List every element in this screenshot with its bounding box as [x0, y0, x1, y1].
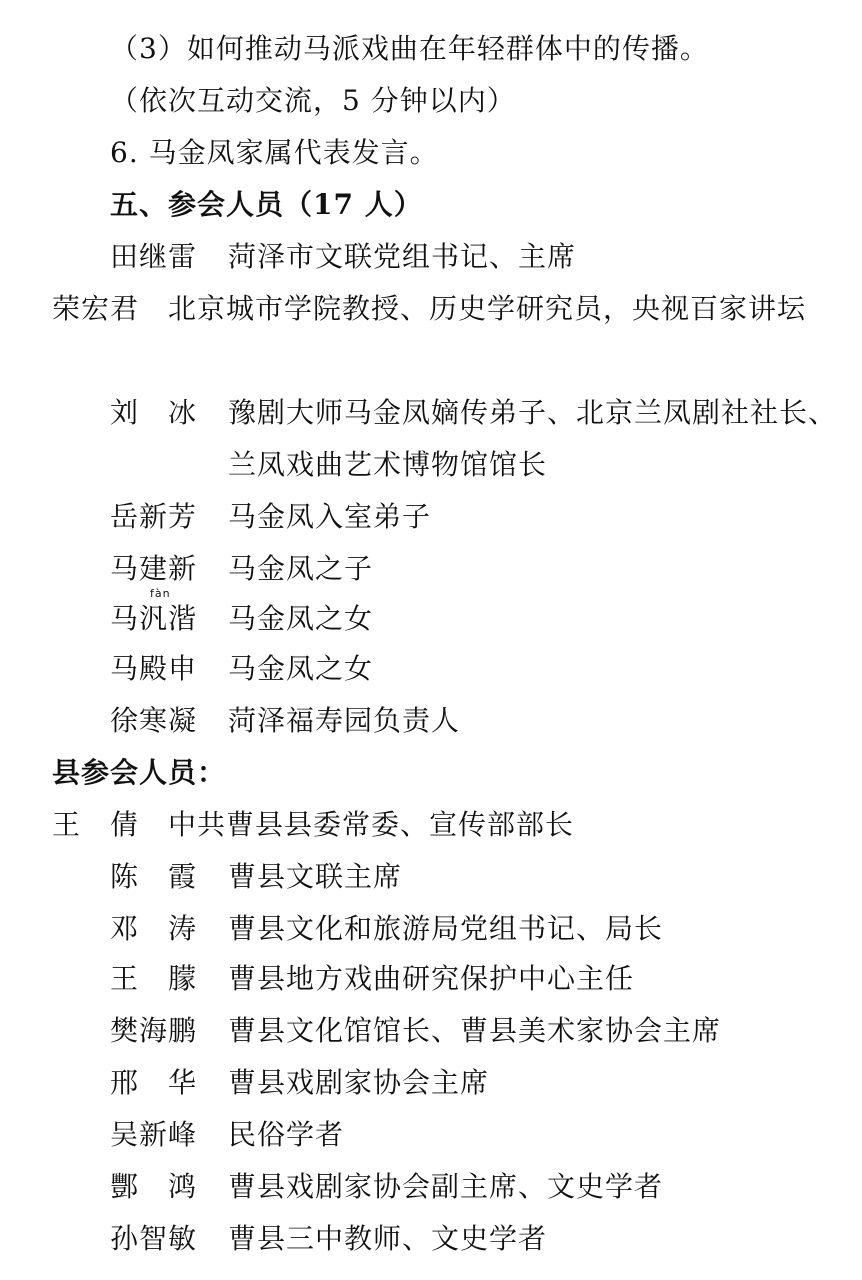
- participant-role: 马金凤之女: [228, 652, 374, 685]
- county-member-role: 曹县文化馆馆长、曹县美术家协会主席: [228, 1014, 722, 1047]
- agenda-note: （依次互动交流，5 分钟以内）: [110, 84, 516, 117]
- participant-role: 北京城市学院教授、历史学研究员，央视百家讲坛: [168, 292, 807, 325]
- pinyin-annotation: fàn: [150, 587, 171, 600]
- participant-name: 马汎湝: [110, 602, 198, 635]
- county-member-name: 酆 鸿: [110, 1170, 198, 1203]
- participant-name: 马殿申: [110, 652, 198, 685]
- participant-role: 马金凤入室弟子: [228, 500, 432, 533]
- section-heading-participants: 五、参会人员（17 人）: [110, 188, 423, 221]
- county-member-name: 吴新峰: [110, 1118, 198, 1151]
- section-heading-county: 县参会人员：: [52, 756, 227, 789]
- participant-name: 田继雷: [110, 240, 198, 273]
- county-member-role: 民俗学者: [228, 1118, 345, 1151]
- county-member-role: 曹县戏剧家协会主席: [228, 1066, 490, 1099]
- participant-name: 徐寒凝: [110, 704, 198, 737]
- participant-role-continued: 兰凤戏曲艺术博物馆馆长: [228, 448, 548, 481]
- county-member-role: 曹县三中教师、文史学者: [228, 1222, 548, 1255]
- participant-role: 菏泽市文联党组书记、主席: [228, 240, 577, 273]
- county-member-role: 曹县文化和旅游局党组书记、局长: [228, 912, 664, 945]
- county-member-role: 中共曹县县委常委、宣传部部长: [168, 808, 575, 841]
- county-member-name: 陈 霞: [110, 860, 198, 893]
- county-member-name: 王 倩: [52, 808, 140, 841]
- county-member-name: 邓 涛: [110, 912, 198, 945]
- participant-role: 豫剧大师马金凤嫡传弟子、北京兰凤剧社社长、: [228, 396, 838, 429]
- participant-role: 菏泽福寿园负责人: [228, 704, 461, 737]
- participant-role: 马金凤之子: [228, 552, 374, 585]
- participant-name: 岳新芳: [110, 500, 198, 533]
- county-member-name: 邢 华: [110, 1066, 198, 1099]
- agenda-item-3: （3）如何推动马派戏曲在年轻群体中的传播。: [110, 32, 709, 65]
- agenda-item-6: 6. 马金凤家属代表发言。: [110, 136, 439, 169]
- participant-role: 马金凤之女: [228, 602, 374, 635]
- county-member-name: 樊海鹏: [110, 1014, 198, 1047]
- county-member-role: 曹县戏剧家协会副主席、文史学者: [228, 1170, 664, 1203]
- participant-name: 刘 冰: [110, 396, 198, 429]
- county-member-name: 孙智敏: [110, 1222, 198, 1255]
- participant-name: 马建新: [110, 552, 198, 585]
- county-member-role: 曹县地方戏曲研究保护中心主任: [228, 962, 635, 995]
- county-member-name: 王 朦: [110, 962, 198, 995]
- participant-name: 荣宏君: [52, 292, 140, 325]
- county-member-role: 曹县文联主席: [228, 860, 403, 893]
